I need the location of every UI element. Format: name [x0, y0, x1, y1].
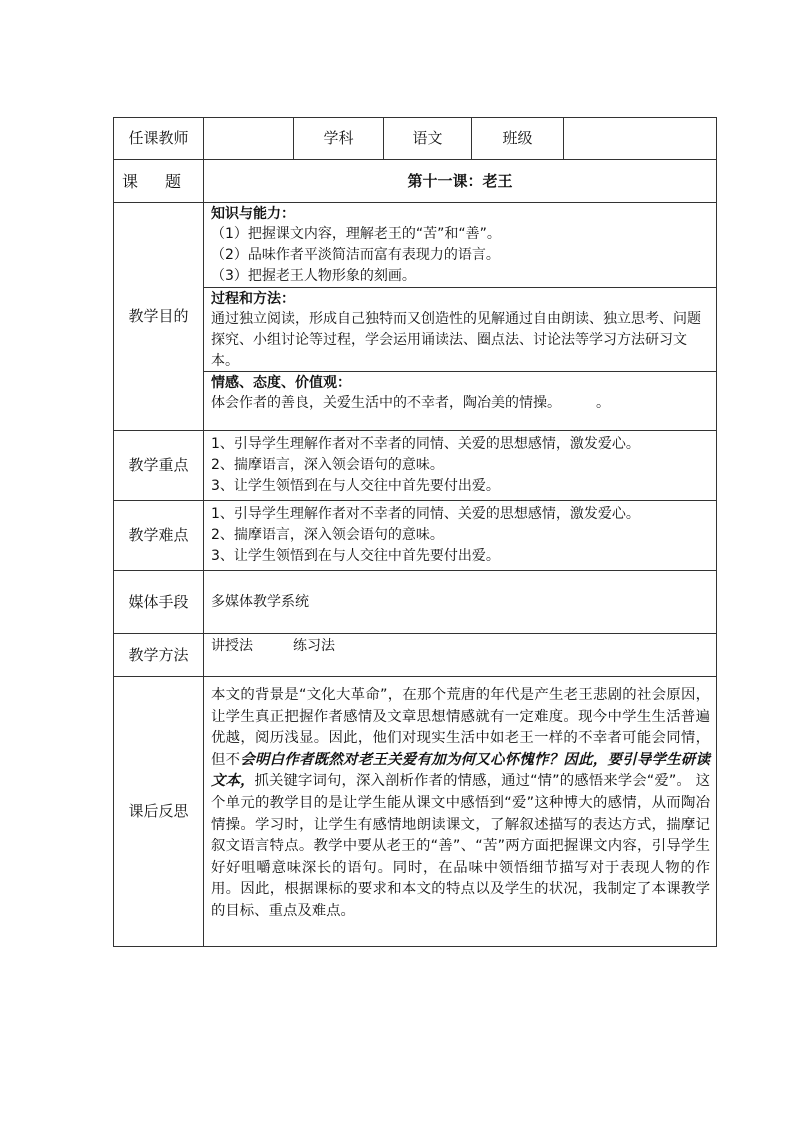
knowledge-heading: 知识与能力： — [211, 206, 295, 222]
class-label: 班级 — [472, 118, 564, 160]
method-item: 讲授法 — [211, 638, 253, 654]
lesson-plan-table — [113, 117, 717, 947]
difficult-points-row — [114, 501, 717, 571]
topic-label-char-1: 课 — [122, 171, 139, 191]
topic-row — [114, 160, 717, 203]
process-text: 通过独立阅读，形成自己独特而又创造性的见解通过自由朗读、独立思考、问题探究、小组讨论等过程，学会运用诵读法、圈点法、讨论法等学习方法研习文本。 — [211, 311, 701, 369]
emotion-heading: 情感、态度、价值观： — [211, 375, 351, 391]
reflection-text-part-1: 本文的背景是“文化大革命”，在那个荒唐的年代是产生老王悲剧的社会原因，让学生真正把握作者感情及文章思想情感就有一定难度。现今中学生生活普遍优越，阅历浅显。因此，他们对现实生活中如老王一样的不幸者可能会同情，但不 — [211, 687, 710, 768]
topic-label-char-2: 题 — [164, 171, 181, 191]
emotion-text: 体会作者的善良，关爱生活中的不幸者，陶冶美的情操。 。 — [211, 395, 610, 411]
media-value: 多媒体教学系统 — [211, 593, 309, 610]
reflection-text-emphasis: 会明白作者既然对老王关爱有加为何又心怀愧怍？因此，要引导学生研读文本， — [211, 751, 710, 790]
key-points-content — [204, 431, 717, 501]
reflection-text — [204, 677, 716, 927]
difficult-point-item: 2、揣摩语言，深入领会语句的意味。 — [211, 527, 444, 543]
method-content — [204, 634, 717, 677]
process-section — [204, 287, 716, 371]
emotion-section — [204, 371, 716, 430]
key-point-item: 1、引导学生理解作者对不幸者的同情、关爱的思想感情，激发爱心。 — [211, 436, 640, 452]
goals-row — [114, 203, 717, 431]
reflection-row — [114, 677, 717, 947]
goals-label: 教学目的 — [114, 203, 204, 431]
method-label: 教学方法 — [114, 634, 204, 677]
topic-label — [114, 160, 204, 203]
knowledge-item: （2）品味作者平淡简洁而富有表现力的语言。 — [211, 247, 500, 263]
subject-label: 学科 — [294, 118, 384, 160]
goals-content — [204, 203, 717, 431]
class-value — [564, 118, 717, 160]
knowledge-item: （3）把握老王人物形象的刻画。 — [211, 268, 416, 284]
process-heading: 过程和方法： — [211, 291, 295, 307]
teacher-value — [204, 118, 294, 160]
knowledge-item: （1）把握课文内容，理解老王的“苦”和“善”。 — [211, 226, 501, 242]
key-points-row — [114, 431, 717, 501]
difficult-point-item: 3、让学生领悟到在与人交往中首先要付出爱。 — [211, 548, 500, 564]
method-item: 练习法 — [293, 638, 335, 654]
subject-value: 语文 — [384, 118, 472, 160]
method-row — [114, 634, 717, 677]
header-row — [114, 118, 717, 160]
difficult-points-content — [204, 501, 717, 571]
media-row — [114, 571, 717, 634]
difficult-points-label: 教学难点 — [114, 501, 204, 571]
lesson-title: 第十一课：老王 — [204, 160, 717, 203]
knowledge-section — [204, 203, 716, 287]
key-point-item: 2、揣摩语言，深入领会语句的意味。 — [211, 457, 444, 473]
media-content — [204, 571, 717, 634]
media-label: 媒体手段 — [114, 571, 204, 634]
teacher-label: 任课教师 — [114, 118, 204, 160]
difficult-point-item: 1、引导学生理解作者对不幸者的同情、关爱的思想感情，激发爱心。 — [211, 506, 640, 522]
reflection-label: 课后反思 — [114, 677, 204, 947]
key-points-label: 教学重点 — [114, 431, 204, 501]
key-point-item: 3、让学生领悟到在与人交往中首先要付出爱。 — [211, 478, 500, 494]
reflection-content — [204, 677, 717, 947]
reflection-text-part-2: 抓关键字词句，深入剖析作者的情感，通过“情”的感悟来学会“爱”。 这个单元的教学目的是让学生能从课文中感悟到“爱”这种博大的感情，从而陶冶情操。学习时，让学生有感情地朗读课文，了解叙述描写的表达方式，揣摩记叙文语言特点。教学中要从老王的“善”、“苦”两方面把握课文内容，引导学生好好咀嚼意味深长的语句。同时，在品味中领悟细节描写对于表现人物的作用。因此，根据课标的要求和本文的特点以及学生的状况，我制定了本课教学的目标、重点及难点。 — [211, 773, 710, 919]
